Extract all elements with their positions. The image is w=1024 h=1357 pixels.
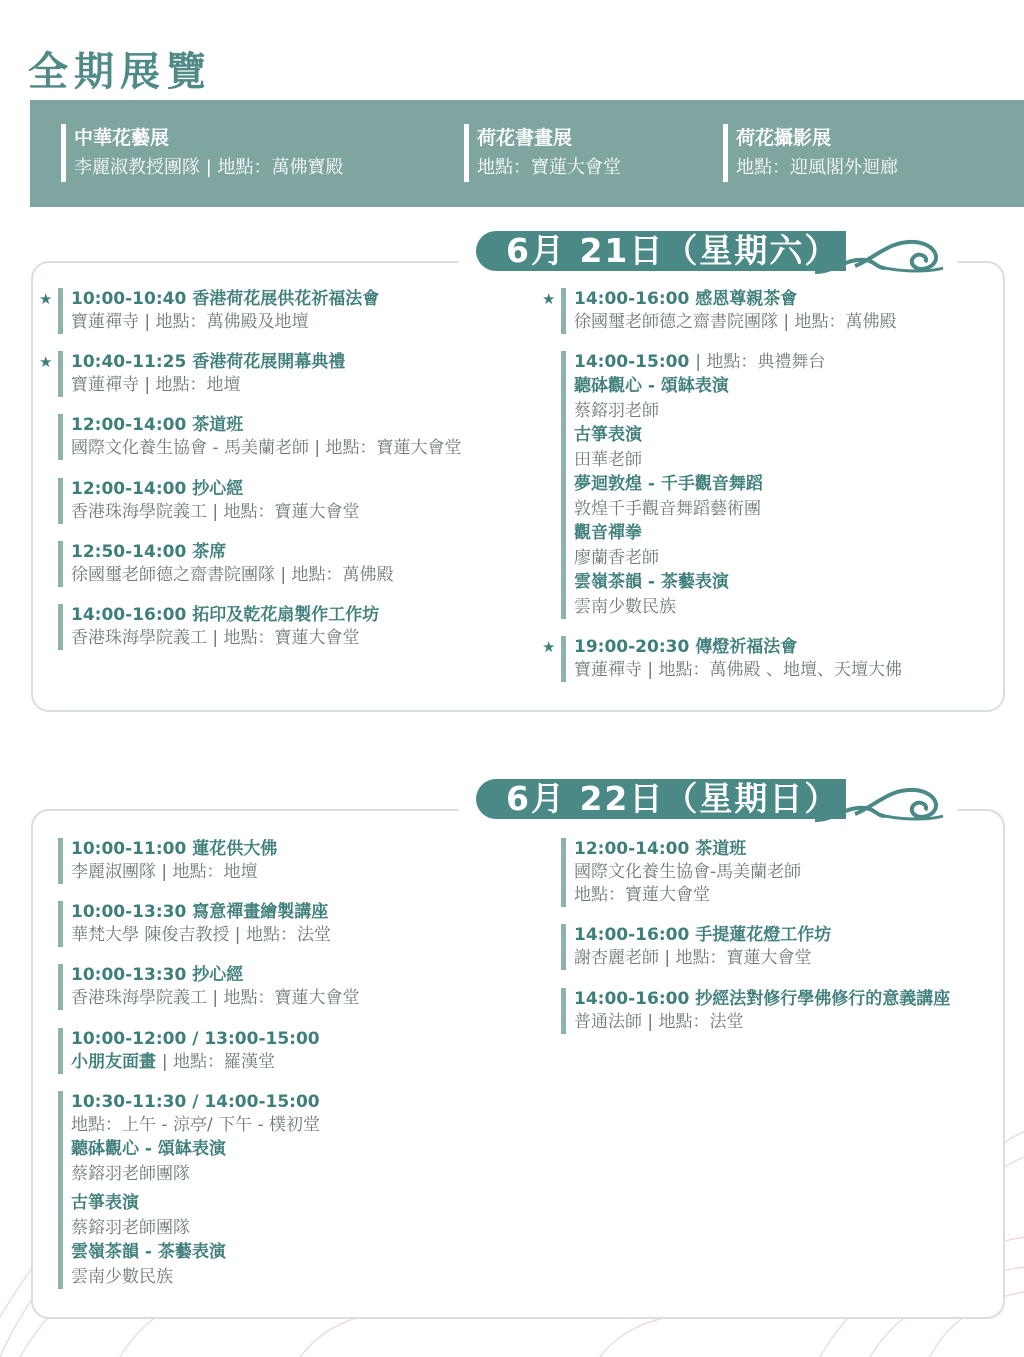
event-detail: 寶蓮禪寺 | 地點：地壇 bbox=[71, 375, 241, 395]
event-title: 10:40-11:25 香港荷花展開幕典禮 bbox=[71, 352, 346, 372]
event-location: 地點：寶蓮大會堂 bbox=[574, 885, 710, 905]
event-item bbox=[561, 924, 831, 970]
event-item bbox=[561, 636, 902, 682]
event-title: 10:00-12:00 / 13:00-15:00 bbox=[71, 1029, 320, 1049]
star-icon: ★ bbox=[39, 353, 53, 371]
event-title: 10:00-11:00 蓮花供大佛 bbox=[71, 839, 278, 859]
event-detail: 李麗淑團隊 | 地點：地壇 bbox=[71, 862, 258, 882]
star-icon: ★ bbox=[542, 638, 556, 656]
performer: 田華老師 bbox=[574, 450, 642, 470]
event-detail: 國際文化養生協會 - 馬美蘭老師 | 地點：寶蓮大會堂 bbox=[71, 438, 462, 458]
event-title: 14:00-16:00 拓印及乾花扇製作工作坊 bbox=[71, 605, 380, 625]
event-detail: 徐國璽老師德之齋書院團隊 | 地點：萬佛殿 bbox=[71, 565, 394, 585]
event-detail: 香港珠海學院義工 | 地點：寶蓮大會堂 bbox=[71, 628, 360, 648]
day1-header: 6月 21日（星期六） bbox=[476, 231, 846, 271]
performer: 蔡鎔羽老師團隊 bbox=[71, 1164, 190, 1184]
event-detail: 華梵大學 陳俊吉教授 | 地點：法堂 bbox=[71, 925, 331, 945]
exhibition-title: 荷花攝影展 bbox=[736, 127, 832, 149]
event-detail: 寶蓮禪寺 | 地點：萬佛殿 、地壇、天壇大佛 bbox=[574, 660, 902, 680]
performance-name: 聽砵觀心 - 頌缽表演 bbox=[574, 376, 729, 396]
exhibition-detail: 李麗淑教授團隊 | 地點：萬佛寶殿 bbox=[74, 157, 344, 178]
event-title: 12:50-14:00 茶席 bbox=[71, 542, 227, 562]
event-detail: 國際文化養生協會-馬美蘭老師 bbox=[574, 862, 802, 882]
event-detail: 香港珠海學院義工 | 地點：寶蓮大會堂 bbox=[71, 988, 360, 1008]
event-detail: 謝杏麗老師 | 地點：寶蓮大會堂 bbox=[574, 948, 812, 968]
event-name: 小朋友面畫 bbox=[71, 1052, 156, 1072]
event-item bbox=[561, 988, 950, 1034]
event-detail: 香港珠海學院義工 | 地點：寶蓮大會堂 bbox=[71, 502, 360, 522]
event-title: 12:00-14:00 抄心經 bbox=[71, 479, 244, 499]
exhibition-item bbox=[723, 124, 898, 182]
event-title: 19:00-20:30 傳燈祈福法會 bbox=[574, 637, 798, 657]
performance-block bbox=[58, 1091, 320, 1289]
event-location: | 地點：羅漢堂 bbox=[161, 1052, 276, 1072]
event-item bbox=[58, 414, 461, 460]
performance-name: 觀音禪拳 bbox=[574, 523, 642, 543]
event-detail: 徐國璽老師德之齋書院團隊 | 地點：萬佛殿 bbox=[574, 312, 897, 332]
exhibition-detail: 地點：迎風閣外迴廊 bbox=[736, 157, 898, 178]
performer: 敦煌千手觀音舞蹈藝術團 bbox=[574, 499, 761, 519]
exhibition-title: 中華花藝展 bbox=[74, 127, 170, 149]
event-item bbox=[561, 838, 801, 907]
event-detail: 寶蓮禪寺 | 地點：萬佛殿及地壇 bbox=[71, 312, 309, 332]
event-item bbox=[561, 288, 897, 334]
exhibition-detail: 地點：寶蓮大會堂 bbox=[477, 157, 621, 178]
exhibition-item bbox=[464, 124, 621, 182]
star-icon: ★ bbox=[542, 290, 556, 308]
performer: 蔡鎔羽老師 bbox=[574, 401, 659, 421]
performance-name: 聽砵觀心 - 頌缽表演 bbox=[71, 1139, 226, 1159]
event-title: 10:00-10:40 香港荷花展供花祈福法會 bbox=[71, 289, 380, 309]
page-title: 全期展覽 bbox=[28, 49, 212, 95]
star-icon: ★ bbox=[39, 290, 53, 308]
event-item bbox=[58, 901, 331, 947]
exhibition-bar bbox=[30, 100, 1024, 207]
cloud-icon bbox=[815, 776, 945, 822]
event-item bbox=[58, 541, 394, 587]
stage-time: 14:00-15:00 bbox=[574, 352, 690, 372]
event-detail: 普通法師 | 地點：法堂 bbox=[574, 1012, 744, 1032]
event-title: 10:00-13:30 寫意禪畫繪製講座 bbox=[71, 902, 329, 922]
stage-location: | 地點：典禮舞台 bbox=[695, 352, 826, 372]
performer: 廖蘭香老師 bbox=[574, 548, 659, 568]
event-title: 14:00-16:00 感恩尊親茶會 bbox=[574, 289, 798, 309]
day2-header: 6月 22日（星期日） bbox=[476, 779, 846, 819]
performance-name: 夢迴敦煌 - 千手觀音舞蹈 bbox=[574, 474, 763, 494]
event-title: 10:00-13:30 抄心經 bbox=[71, 965, 244, 985]
event-title: 14:00-16:00 抄經法對修行學佛修行的意義講座 bbox=[574, 989, 951, 1009]
performance-name: 雲嶺茶韻 - 茶藝表演 bbox=[574, 572, 729, 592]
performer: 雲南少數民族 bbox=[71, 1267, 173, 1287]
performer: 蔡鎔羽老師團隊 bbox=[71, 1218, 190, 1238]
stage-performance-block bbox=[561, 351, 825, 619]
performer: 雲南少數民族 bbox=[574, 597, 676, 617]
performance-name: 雲嶺茶韻 - 茶藝表演 bbox=[71, 1242, 226, 1262]
event-item bbox=[58, 351, 345, 397]
event-title: 10:30-11:30 / 14:00-15:00 bbox=[71, 1092, 320, 1112]
exhibition-item bbox=[61, 124, 344, 182]
performance-name: 古箏表演 bbox=[574, 425, 642, 445]
performance-name: 古箏表演 bbox=[71, 1193, 139, 1213]
event-item bbox=[58, 604, 379, 650]
event-item bbox=[58, 964, 360, 1010]
exhibition-title: 荷花書畫展 bbox=[477, 127, 573, 149]
event-item bbox=[58, 1028, 320, 1074]
event-title: 12:00-14:00 茶道班 bbox=[574, 839, 747, 859]
event-title: 14:00-16:00 手提蓮花燈工作坊 bbox=[574, 925, 832, 945]
event-item bbox=[58, 288, 379, 334]
event-item bbox=[58, 478, 360, 524]
event-item bbox=[58, 838, 277, 884]
event-location: 地點：上午 - 涼亭/ 下午 - 樸初堂 bbox=[71, 1115, 321, 1135]
cloud-icon bbox=[815, 228, 945, 274]
event-title: 12:00-14:00 茶道班 bbox=[71, 415, 244, 435]
